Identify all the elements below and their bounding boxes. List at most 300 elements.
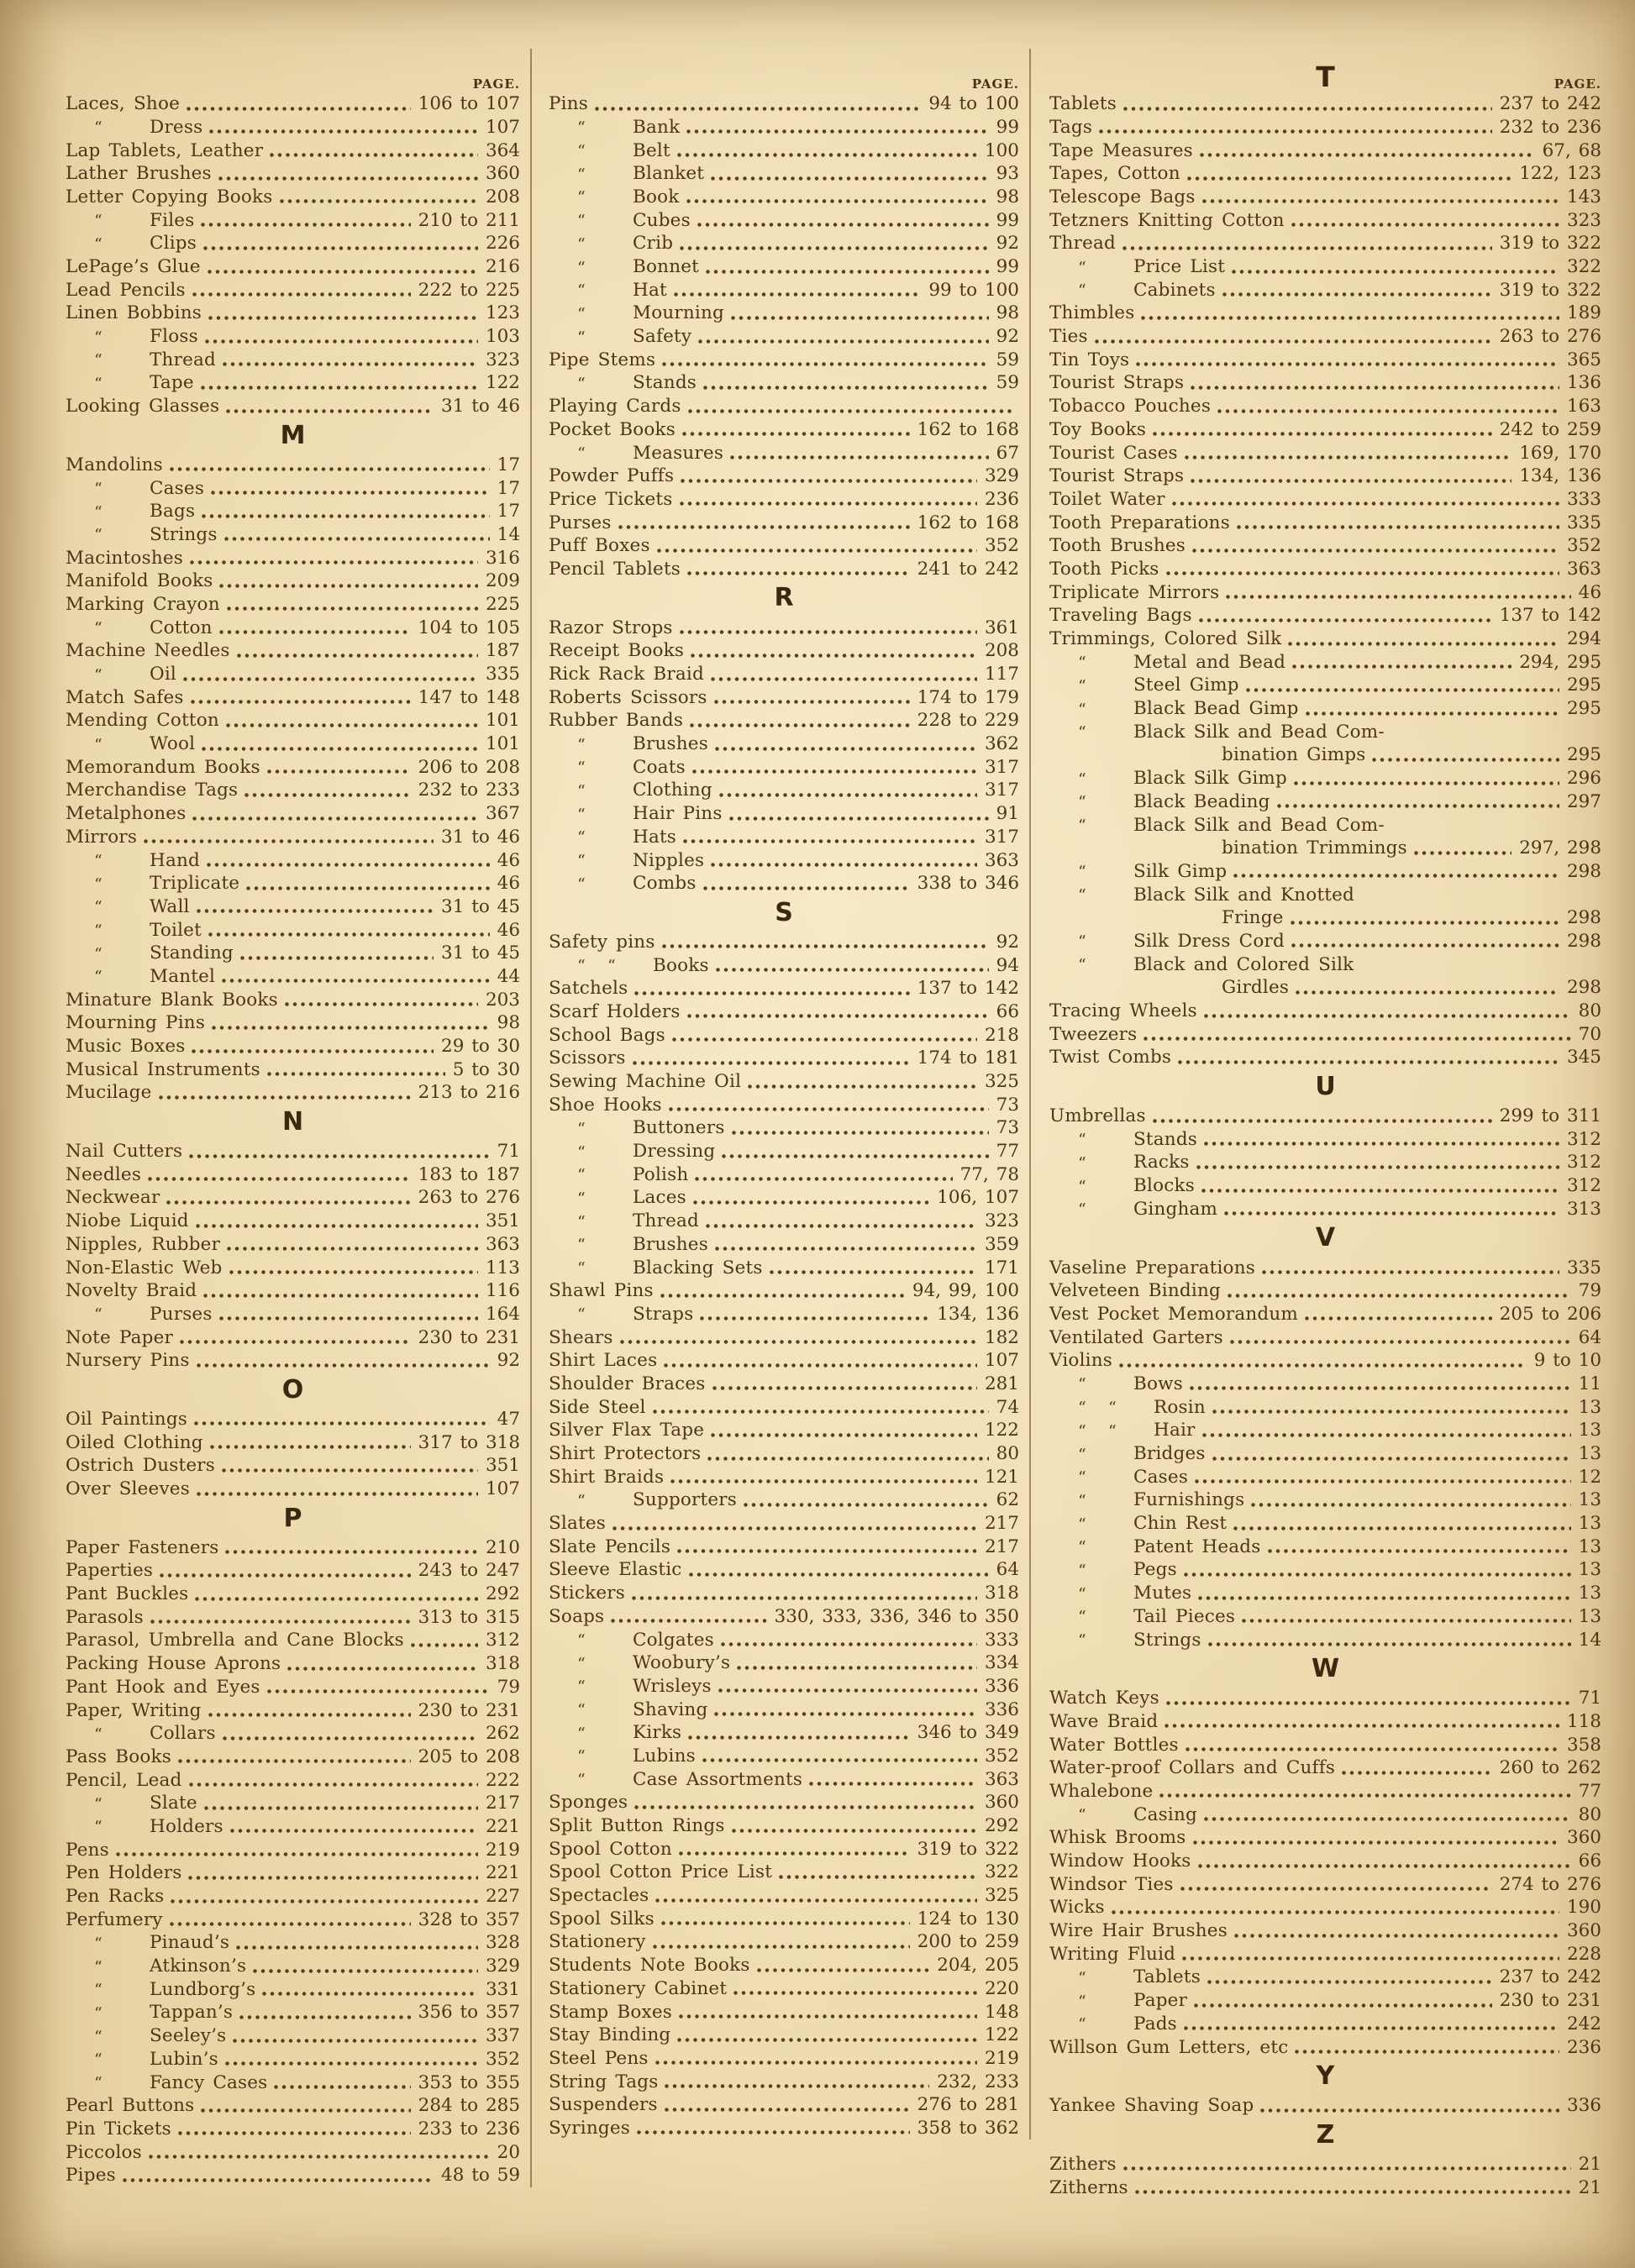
entry-label: Tape Measures (1049, 139, 1193, 161)
dot-leader (1191, 386, 1559, 390)
entry-label: Marking Crayon (66, 593, 220, 615)
index-entry (549, 2047, 1019, 2071)
ditto-mark: “ (94, 1957, 103, 1977)
index-entry (66, 1233, 520, 1257)
entry-page-number: 362 (984, 733, 1019, 755)
ditto-mark: “ (577, 374, 586, 393)
index-entry (549, 732, 1019, 756)
index-entry (549, 1395, 1019, 1419)
ditto-mark: “ (1078, 2015, 1086, 2034)
entry-label: Polish (633, 1163, 689, 1185)
index-entry (549, 616, 1019, 639)
entry-page-number: 345 (1566, 1047, 1601, 1068)
entry-label: Steel Gimp (1133, 675, 1239, 696)
dot-leader (230, 1829, 478, 1833)
dot-leader (665, 2108, 910, 2112)
index-entry (549, 872, 1019, 895)
index-entry (549, 1140, 1019, 1163)
entry-label: Brushes (633, 1233, 708, 1255)
entry-page-number: 59 (996, 349, 1019, 370)
entry-label: Steel Pens (549, 2047, 649, 2069)
entry-label: Bonnet (633, 256, 700, 277)
entry-page-number: 232 to 233 (418, 780, 520, 801)
entry-label: bination Trimmings (1222, 837, 1407, 859)
index-entry (66, 2048, 520, 2071)
ditto-mark: “ (94, 1305, 103, 1325)
index-column-1 (66, 49, 532, 2187)
index-entry (1049, 1896, 1601, 1919)
entry-label: Nipples (633, 849, 705, 871)
ditto-mark: “ (577, 1189, 586, 1208)
dot-leader (662, 944, 989, 948)
index-entry (66, 162, 520, 186)
entry-label: Watch Keys (1049, 1688, 1159, 1709)
entry-page-number: 292 (485, 1583, 520, 1605)
dot-leader (719, 793, 977, 797)
ditto-mark: “ (94, 619, 103, 638)
entry-label: Puff Boxes (549, 535, 650, 557)
index-column-2 (532, 49, 1031, 2139)
entry-page-number: 319 to 322 (917, 1838, 1019, 1860)
index-entry (1049, 1256, 1601, 1279)
entry-page-number: 294, 295 (1519, 651, 1601, 673)
dot-leader (595, 107, 921, 111)
dot-leader (1306, 711, 1559, 716)
index-entry (1049, 1710, 1601, 1734)
entry-label: Tooth Brushes (1049, 535, 1186, 557)
index-entry (549, 511, 1019, 534)
dot-leader (679, 1851, 910, 1856)
entry-label: Price Tickets (549, 488, 673, 510)
index-entry (1049, 558, 1601, 581)
index-entry (66, 1303, 520, 1326)
entry-page-number: 137 to 142 (917, 978, 1019, 1000)
index-entry (66, 616, 520, 639)
entry-page-number: 13 (1578, 1489, 1601, 1511)
entry-page-number: 218 (984, 1024, 1019, 1046)
dot-leader (680, 501, 977, 506)
entry-label: Pocket Books (549, 418, 676, 440)
index-entry (66, 2071, 520, 2094)
ditto-mark: “ (94, 665, 103, 685)
index-entry (66, 1256, 520, 1279)
dot-leader (1296, 990, 1559, 995)
dot-leader (1198, 1596, 1570, 1600)
ditto-mark: “ (577, 1724, 586, 1743)
ditto-mark: “ (1078, 1468, 1086, 1488)
entry-page-number: 360 (1566, 1827, 1601, 1849)
entry-page-number: 317 (984, 826, 1019, 848)
section-heading-M (66, 418, 520, 454)
entry-label: Tetzners Knitting Cotton (1049, 209, 1285, 231)
section-heading-S (549, 895, 1019, 931)
index-entry (549, 663, 1019, 686)
entry-label: Soaps (549, 1605, 605, 1627)
index-entry (549, 931, 1019, 954)
dot-leader (1291, 223, 1559, 227)
index-entry (1049, 465, 1601, 488)
entry-page-number: 162 to 168 (917, 512, 1019, 533)
dot-leader (1198, 1864, 1571, 1868)
dot-leader (192, 292, 411, 297)
entry-page-number: 73 (996, 1094, 1019, 1116)
entry-label: Pen Racks (66, 1886, 165, 1907)
index-entry (66, 1955, 520, 1978)
ditto-mark: “ (1078, 1421, 1086, 1441)
ditto-mark: “ (577, 1212, 586, 1231)
section-letter: W (1311, 1654, 1340, 1683)
entry-page-number: 222 (485, 1769, 520, 1791)
entry-label: Mutes (1133, 1583, 1192, 1604)
section-heading-W (1049, 1651, 1601, 1687)
ditto-mark: “ (1078, 654, 1086, 673)
index-entry (66, 848, 520, 872)
index-entry (66, 1326, 520, 1349)
index-entry (549, 1023, 1019, 1047)
index-entry (549, 1861, 1019, 1884)
entry-page-number: 298 (1566, 930, 1601, 952)
index-entry (66, 1454, 520, 1478)
ditto-mark: “ (1078, 1131, 1086, 1150)
dot-leader (208, 270, 478, 274)
entry-page-number: 107 (485, 1478, 520, 1499)
entry-label: Oil (150, 664, 176, 685)
entry-page-number: 94 to 100 (928, 93, 1019, 115)
entry-page-number: 101 (485, 710, 520, 732)
entry-label: Nail Cutters (66, 1141, 183, 1163)
entry-label: Silk Gimp (1133, 860, 1228, 882)
entry-page-number: 276 to 281 (917, 2094, 1019, 2116)
entry-label: Trimmings, Colored Silk (1049, 628, 1282, 649)
entry-label: Wire Hair Brushes (1049, 1920, 1228, 1942)
index-entry (549, 395, 1019, 418)
index-entry (549, 1698, 1019, 1721)
entry-page-number: 31 to 45 (441, 942, 520, 964)
index-entry (549, 1256, 1019, 1279)
ditto-mark: “ (1078, 1177, 1086, 1196)
index-entry (66, 732, 520, 756)
entry-label: Patent Heads (1133, 1536, 1261, 1557)
ditto-mark: “ (577, 304, 586, 323)
entry-page-number: 317 to 318 (418, 1431, 520, 1453)
dot-leader (714, 1712, 977, 1716)
entry-label: Wall (150, 895, 190, 917)
ditto-mark: “ (1108, 1421, 1117, 1441)
index-entry (66, 116, 520, 139)
entry-label: Bags (150, 501, 196, 522)
dot-leader (1222, 292, 1492, 297)
ditto-mark: “ (94, 212, 103, 231)
entry-label: Vest Pocket Memorandum (1049, 1303, 1298, 1325)
dot-leader (730, 455, 989, 459)
entry-page-number: 77 (1578, 1780, 1601, 1802)
entry-page-number: 200 to 259 (917, 1931, 1019, 1953)
entry-page-number: 98 (996, 186, 1019, 207)
entry-page-number: 352 (485, 2048, 520, 2070)
index-entry (549, 1977, 1019, 2001)
dot-leader (203, 246, 478, 250)
entry-page-number: 80 (996, 1443, 1019, 1464)
index-entry (66, 2140, 520, 2164)
entry-page-number: 222 to 225 (418, 279, 520, 301)
dot-leader (1277, 804, 1559, 808)
ditto-mark: “ (577, 142, 586, 161)
dot-leader (1191, 479, 1511, 483)
dot-leader (1233, 1526, 1570, 1530)
dot-leader (1251, 1503, 1570, 1507)
index-entry (549, 1233, 1019, 1257)
dot-leader (180, 1340, 411, 1344)
ditto-mark: “ (577, 1771, 586, 1790)
entry-page-number: 174 to 181 (917, 1047, 1019, 1069)
dot-leader (690, 723, 910, 727)
index-entry (66, 1978, 520, 2002)
entry-label: Thread (633, 1210, 699, 1232)
ditto-mark: “ (1078, 1608, 1086, 1627)
entry-page-number: 325 (984, 1071, 1019, 1092)
entry-page-number: 13 (1578, 1396, 1601, 1418)
entry-label: Novelty Braid (66, 1280, 197, 1302)
ditto-mark: “ (94, 1725, 103, 1744)
dot-leader (226, 409, 434, 413)
dot-leader (693, 1200, 929, 1205)
index-entry (1049, 279, 1601, 302)
index-entry (66, 349, 520, 372)
entry-label: Mourning Pins (66, 1012, 206, 1034)
entry-label: Letter Copying Books (66, 186, 273, 207)
entry-page-number: 319 to 322 (1499, 233, 1601, 255)
entry-label: Laces (633, 1187, 686, 1209)
entry-label: Looking Glasses (66, 396, 220, 417)
index-entry (1049, 953, 1601, 976)
entry-page-number: 205 to 208 (418, 1746, 520, 1767)
dot-leader (721, 1642, 977, 1646)
dot-leader (1224, 1211, 1559, 1215)
entry-label: Syringes (549, 2117, 630, 2139)
entry-page-number: 322 (1566, 256, 1601, 277)
dot-leader (1166, 1701, 1571, 1705)
entry-page-number: 358 to 362 (917, 2117, 1019, 2139)
entry-page-number: 64 (1578, 1326, 1601, 1348)
dot-leader (1159, 1793, 1570, 1798)
index-entry (549, 1373, 1019, 1396)
ditto-mark: “ (577, 828, 586, 848)
section-heading-V (1049, 1221, 1601, 1256)
index-entry (66, 1861, 520, 1885)
dot-leader (1192, 549, 1559, 553)
entry-page-number: 352 (984, 535, 1019, 557)
entry-page-number: 182 (984, 1326, 1019, 1348)
entry-label: Coats (633, 756, 686, 778)
dot-leader (1122, 246, 1492, 250)
entry-page-number: 337 (485, 2025, 520, 2047)
entry-page-number: 100 (984, 139, 1019, 161)
entry-page-number: 242 (1566, 2013, 1601, 2034)
entry-label: Sponges (549, 1792, 628, 1814)
index-entry (549, 1349, 1019, 1373)
entry-label: Pinaud’s (150, 1932, 230, 1954)
index-entry (1049, 1850, 1601, 1873)
entry-page-number: 330, 333, 336, 346 to 350 (774, 1605, 1019, 1627)
entry-label: Tooth Preparations (1049, 512, 1230, 533)
entry-label: Pipe Stems (549, 349, 656, 370)
entry-label: Musical Instruments (66, 1058, 260, 1080)
dot-leader (1202, 1433, 1571, 1437)
entry-page-number: 122 (984, 1420, 1019, 1441)
entry-page-number: 70 (1578, 1023, 1601, 1045)
index-entry (549, 1908, 1019, 1931)
index-entry (1049, 1303, 1601, 1326)
entry-page-number: 122 (485, 372, 520, 394)
entry-label: Slate Pencils (549, 1536, 671, 1557)
entry-label: Tablets (1133, 1966, 1201, 1988)
entry-label: Parasol, Umbrella and Cane Blocks (66, 1630, 404, 1651)
dot-leader (210, 1445, 411, 1449)
dot-leader (123, 2178, 434, 2182)
entry-label: Mucilage (66, 1082, 152, 1104)
index-entry (1049, 1780, 1601, 1803)
entry-page-number: 318 (984, 1583, 1019, 1604)
entry-label: Machine Needles (66, 640, 230, 662)
dot-leader (225, 1550, 477, 1554)
dot-leader (718, 1688, 977, 1693)
entry-label: Water-proof Collars and Cuffs (1049, 1757, 1336, 1779)
entry-page-number: 104 to 105 (418, 617, 520, 638)
index-entry (549, 1419, 1019, 1442)
entry-page-number: 295 (1566, 675, 1601, 696)
entry-page-number: 335 (1566, 512, 1601, 533)
entry-page-number: 20 (497, 2141, 520, 2163)
entry-label: Colgates (633, 1629, 714, 1651)
entry-label: Clothing (633, 780, 712, 801)
index-entry (549, 232, 1019, 255)
dot-leader (219, 630, 411, 634)
entry-label: Gingham (1133, 1198, 1218, 1220)
index-entry (66, 1163, 520, 1187)
ditto-mark: “ (1078, 700, 1086, 719)
entry-label: Black Bead Gimp (1133, 698, 1299, 720)
dot-leader (1153, 1119, 1492, 1123)
dot-leader (1294, 781, 1559, 785)
dot-leader (653, 1410, 989, 1414)
entry-page-number: 17 (497, 454, 520, 475)
dot-leader (662, 362, 988, 366)
dot-leader (148, 1177, 411, 1181)
dot-leader (1291, 921, 1559, 925)
entry-label: Safety (633, 326, 692, 348)
entry-label: Tapes, Cotton (1049, 163, 1180, 185)
index-entry (549, 779, 1019, 802)
entry-page-number: 351 (485, 1210, 520, 1232)
dot-leader (686, 199, 989, 203)
dot-leader (1190, 1386, 1571, 1390)
entry-label: Wool (150, 733, 196, 755)
dot-leader (204, 1806, 478, 1810)
index-entry (66, 1408, 520, 1431)
dot-leader (1194, 2003, 1492, 2008)
ditto-mark: “ (1078, 676, 1086, 696)
ditto-mark: “ (577, 781, 586, 801)
entry-page-number: 294 (1566, 628, 1601, 649)
ditto-mark: “ (94, 374, 103, 393)
index-entry (66, 1186, 520, 1210)
entry-page-number: 189 (1566, 302, 1601, 324)
section-letter: P (283, 1503, 302, 1533)
entry-label: Book (633, 186, 680, 207)
index-entry (66, 279, 520, 302)
entry-page-number: 334 (984, 1652, 1019, 1674)
dot-leader (1288, 642, 1559, 646)
index-entry (549, 1186, 1019, 1210)
index-entry (66, 1698, 520, 1722)
entry-label: Dressing (633, 1141, 716, 1163)
entry-page-number: 208 (984, 640, 1019, 662)
entry-label: Black Beading (1133, 790, 1270, 812)
ditto-mark: “ (577, 957, 586, 976)
entry-label: Music Boxes (66, 1036, 186, 1057)
dot-leader (1204, 1142, 1559, 1146)
entry-label: Cases (150, 477, 205, 499)
entry-page-number: 46 (1578, 581, 1601, 603)
entry-page-number: 71 (497, 1141, 520, 1163)
entry-label: Laces, Shoe (66, 93, 181, 115)
index-entry (1049, 1582, 1601, 1605)
entry-label: Side Steel (549, 1396, 646, 1418)
entry-page-number: 12 (1578, 1466, 1601, 1488)
dot-leader (715, 1247, 977, 1251)
index-entry (1049, 418, 1601, 442)
entry-page-number: 73 (996, 1117, 1019, 1139)
index-entry (66, 1583, 520, 1606)
dot-leader (229, 1270, 478, 1274)
dot-leader (192, 816, 478, 821)
index-entry (66, 1768, 520, 1792)
entry-label: String Tags (549, 2071, 659, 2092)
entry-page-number: 147 to 148 (418, 686, 520, 708)
entry-page-number: 242 to 259 (1499, 418, 1601, 440)
dot-leader (1414, 851, 1511, 855)
ditto-mark: “ (94, 2050, 103, 2070)
entry-label: Tin Toys (1049, 349, 1130, 370)
entry-page-number: 359 (984, 1233, 1019, 1255)
index-entry (549, 558, 1019, 581)
index-entry (66, 1035, 520, 1058)
index-entry (1049, 1105, 1601, 1128)
entry-page-number: 312 (1566, 1152, 1601, 1173)
entry-page-number: 356 to 357 (418, 2002, 520, 2024)
dot-leader (159, 1095, 411, 1100)
entry-page-number: 80 (1578, 1803, 1601, 1825)
ditto-mark: “ (577, 118, 586, 138)
section-letter: S (775, 897, 793, 927)
section-letter: M (280, 420, 306, 450)
entry-label: Thimbles (1049, 302, 1135, 324)
index-column-3 (1031, 49, 1601, 2199)
entry-page-number: 203 (485, 989, 520, 1011)
entry-page-number: 319 to 322 (1499, 279, 1601, 301)
index-entry (549, 1210, 1019, 1233)
entry-label: Black and Colored Silk (1133, 953, 1354, 975)
dot-leader (170, 1922, 411, 1926)
index-entry (549, 953, 1019, 977)
entry-label: Atkinson’s (150, 1956, 247, 1977)
entry-label: Stationery (549, 1931, 646, 1953)
entry-label: Toilet Water (1049, 488, 1165, 510)
entry-label: Price List (1133, 256, 1226, 277)
entry-page-number: 274 to 276 (1499, 1873, 1601, 1895)
entry-label: Students Note Books (549, 1955, 750, 1977)
entry-page-number: 46 (497, 849, 520, 871)
